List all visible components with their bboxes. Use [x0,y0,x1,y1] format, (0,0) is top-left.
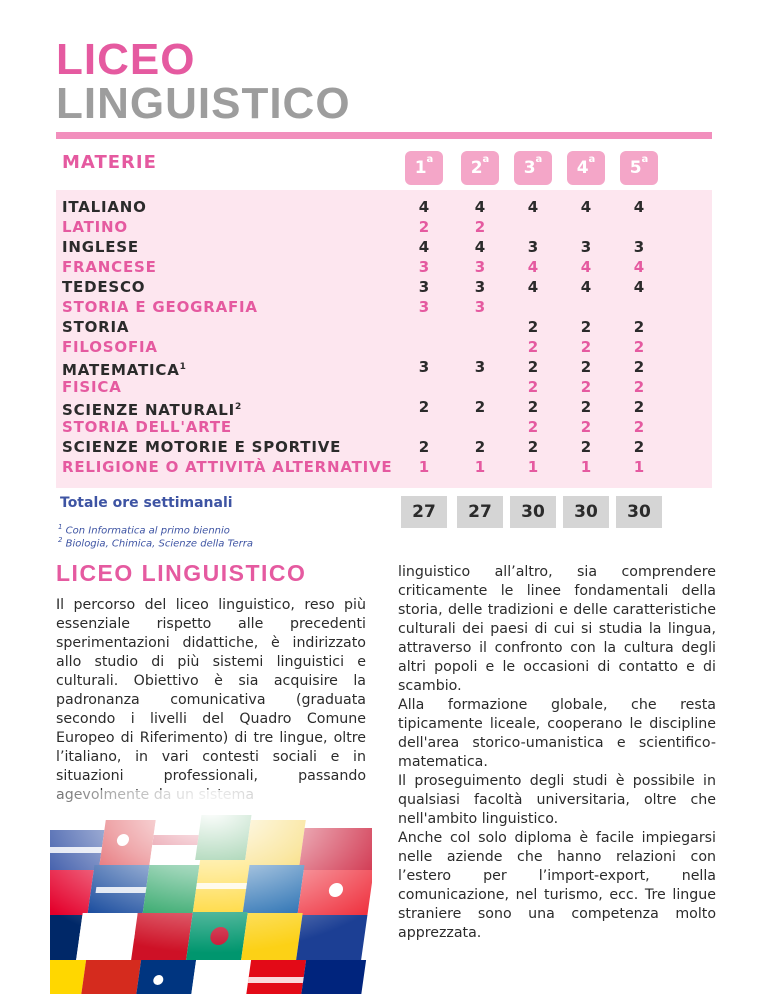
hours-cell: 1 [418,458,430,476]
hours-cell: 4 [527,258,539,276]
subject-label: STORIA DELL'ARTE [62,418,232,436]
hours-cell: 2 [418,438,430,456]
hours-cell: 4 [580,258,592,276]
hours-cell: 4 [580,278,592,296]
hours-cell: 3 [474,358,486,376]
year-header-5: 5$^a$ [620,151,658,185]
hours-cell: 3 [474,258,486,276]
hours-cell: 2 [580,398,592,416]
hours-cell: 2 [633,358,645,376]
hours-cell: 2 [527,318,539,336]
paragraph-right-2: Alla formazione globale, che resta tipicamente liceale, cooperano le discipline dell'area storico-umanistica e scientifico-matematica. [398,697,716,770]
hours-cell: 2 [580,418,592,436]
paragraph-right-1: linguistico all’altro, sia comprendere criticamente le linee fondamentali della storia, delle tradizioni e delle caratteristiche culturali dei paesi di cui si studia la lingua, attraverso il confronto con la cultura degli altri popoli e le occasioni di contatto e di scambio. [398,564,716,694]
hours-cell: 4 [633,278,645,296]
hours-cell: 2 [633,338,645,356]
total-cell-5: 30 [616,496,662,528]
subject-label: SCIENZE MOTORIE E SPORTIVE [62,438,342,456]
footnote-1: $^1$ Con Informatica al primo biennio [58,523,230,537]
hours-cell: 2 [633,418,645,436]
hours-cell: 2 [474,438,486,456]
hours-cell: 4 [527,198,539,216]
hours-cell: 4 [418,238,430,256]
flags-image [50,790,372,994]
subject-label: FILOSOFIA [62,338,158,356]
hours-cell: 1 [474,458,486,476]
subject-label: LATINO [62,218,128,236]
paragraph-right-4: Anche col solo diploma è facile impiegarsi nelle aziende che hanno relazioni con l’estero per l’import-export, nella comunicazione, nel turismo, ecc. Tre lingue straniere sono una competenza molto apprezzata. [398,830,716,941]
hours-cell: 3 [418,358,430,376]
subject-label: TEDESCO [62,278,146,296]
subject-label: FRANCESE [62,258,157,276]
hours-cell: 2 [580,378,592,396]
hours-cell: 2 [527,438,539,456]
subject-label: RELIGIONE O ATTIVITÀ ALTERNATIVE [62,458,393,476]
hours-cell: 2 [418,218,430,236]
hours-cell: 1 [580,458,592,476]
subject-label: SCIENZE NATURALI$^2$ [62,401,243,419]
hours-cell: 3 [527,238,539,256]
hours-cell: 2 [527,398,539,416]
hours-cell: 4 [633,258,645,276]
paragraph-left: Il percorso del liceo linguistico, reso più essenziale rispetto alle precedenti sperimentazioni didattiche, è indirizzato allo studio di più sistemi linguistici e culturali. Obiettivo è sia acquisire la padronanza comunicativa (graduata secondo i livelli del Quadro Comune Europeo di Riferimento) di tre lingue, oltre l’italiano, in vari contesti sociali e in situazioni professionali, passando [56,597,366,784]
hours-cell: 3 [418,278,430,296]
flags-illustration [50,790,372,994]
hours-cell: 2 [633,318,645,336]
hours-cell: 2 [527,338,539,356]
hours-cell: 4 [474,238,486,256]
total-cell-4: 30 [563,496,609,528]
hours-cell: 2 [633,378,645,396]
hours-cell: 3 [418,258,430,276]
hours-cell: 3 [418,298,430,316]
hours-cell: 2 [580,358,592,376]
year-header-1: 1$^a$ [405,151,443,185]
table-header-materie: MATERIE [62,152,157,173]
hours-cell: 2 [633,438,645,456]
total-cell-3: 30 [510,496,556,528]
hours-cell: 3 [633,238,645,256]
footnote-2: $^2$ Biologia, Chimica, Scienze della Terra [58,536,253,550]
hours-cell: 4 [418,198,430,216]
hours-cell: 2 [580,438,592,456]
hours-cell: 2 [474,398,486,416]
paragraph-right-3: Il proseguimento degli studi è possibile in qualsiasi facoltà universitaria, oltre che nell'ambito linguistico. [398,773,716,827]
hours-cell: 4 [527,278,539,296]
subject-label: FISICA [62,378,122,396]
year-header-4: 4$^a$ [567,151,605,185]
hours-cell: 4 [633,198,645,216]
hours-cell: 2 [580,338,592,356]
hours-cell: 2 [474,218,486,236]
total-cell-2: 27 [457,496,503,528]
hours-cell: 2 [527,358,539,376]
hours-cell: 3 [580,238,592,256]
title-rule [56,132,712,139]
hours-cell: 1 [527,458,539,476]
hours-cell: 2 [418,398,430,416]
subject-label: MATEMATICA$^1$ [62,361,187,379]
hours-cell: 2 [580,318,592,336]
section-title: LICEO LINGUISTICO [56,560,307,586]
title-line-2: LINGUISTICO [56,79,351,128]
year-header-2: 2$^a$ [461,151,499,185]
total-label: Totale ore settimanali [60,495,233,511]
subject-label: STORIA [62,318,130,336]
subject-label: INGLESE [62,238,139,256]
hours-cell: 4 [580,198,592,216]
hours-cell: 2 [527,418,539,436]
hours-cell: 2 [527,378,539,396]
hours-cell: 3 [474,278,486,296]
total-cell-1: 27 [401,496,447,528]
title-line-1: LICEO [56,35,196,84]
hours-cell: 1 [633,458,645,476]
subject-label: STORIA E GEOGRAFIA [62,298,258,316]
subject-label: ITALIANO [62,198,147,216]
hours-cell: 3 [474,298,486,316]
hours-cell: 4 [474,198,486,216]
hours-cell: 2 [633,398,645,416]
year-header-3: 3$^a$ [514,151,552,185]
paragraph-right [398,563,716,943]
